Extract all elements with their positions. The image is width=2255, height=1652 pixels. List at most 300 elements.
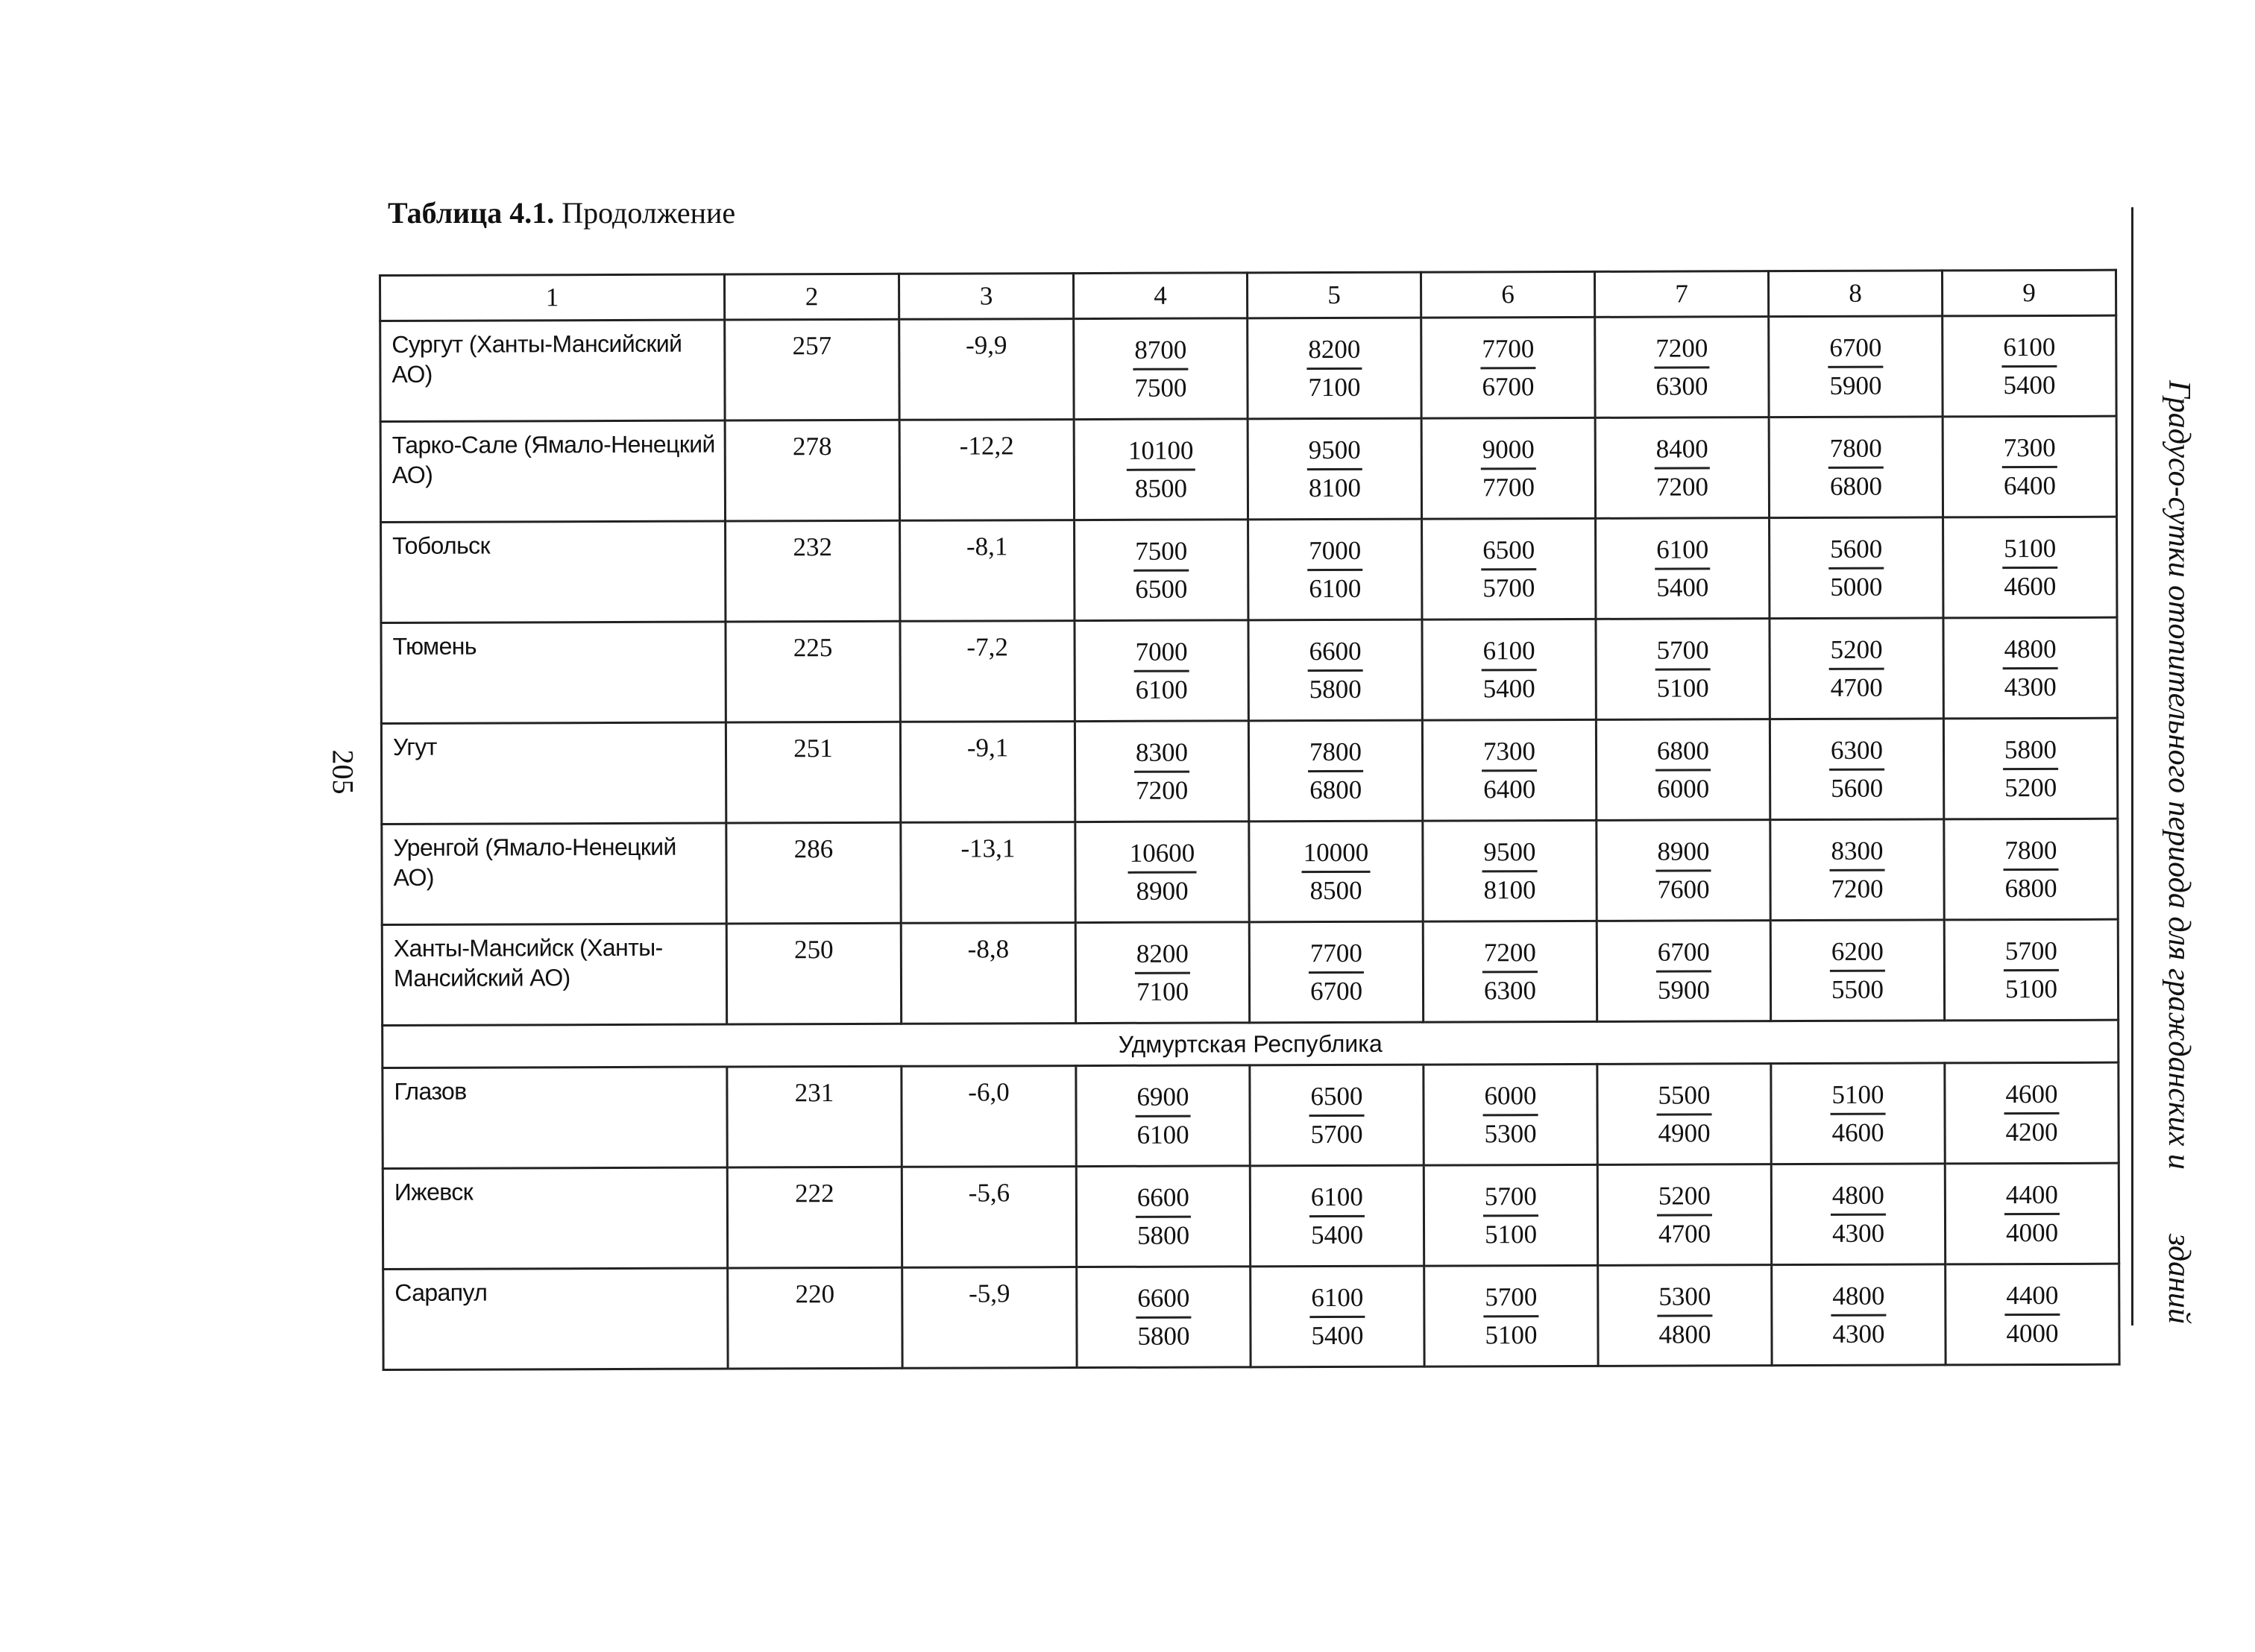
column-2-cell: 220 bbox=[728, 1267, 902, 1369]
fraction-value bbox=[1135, 936, 1190, 1009]
fraction-cell bbox=[1251, 1266, 1424, 1367]
fraction-denominator: 4000 bbox=[2005, 1217, 2059, 1247]
fraction-denominator: 5800 bbox=[1309, 674, 1362, 704]
fraction-cell bbox=[1598, 1265, 1772, 1366]
column-header: 3 bbox=[899, 274, 1074, 320]
fraction-value bbox=[1829, 631, 1884, 705]
fraction-cell bbox=[1250, 1065, 1424, 1166]
column-3-cell: -5,6 bbox=[902, 1167, 1076, 1268]
table-row bbox=[383, 1163, 2119, 1269]
fraction-cell bbox=[1769, 316, 1943, 417]
fraction-numerator: 9000 bbox=[1481, 432, 1536, 470]
fraction-value bbox=[2003, 731, 2058, 805]
column-2-cell: 232 bbox=[726, 520, 900, 622]
fraction-value bbox=[1655, 431, 1710, 505]
fraction-cell bbox=[1944, 819, 2118, 920]
column-header: 2 bbox=[725, 274, 899, 320]
fraction-numerator: 5100 bbox=[1830, 1076, 1885, 1115]
fraction-denominator: 8500 bbox=[1309, 875, 1362, 905]
fraction-value bbox=[1128, 835, 1197, 909]
fraction-cell bbox=[1946, 1264, 2119, 1365]
fraction-value bbox=[1482, 935, 1538, 1009]
fraction-numerator: 6100 bbox=[1655, 532, 1710, 570]
fraction-numerator: 6500 bbox=[1481, 532, 1536, 570]
fraction-cell bbox=[1770, 618, 1943, 719]
table-row bbox=[382, 919, 2118, 1025]
fraction-value bbox=[1656, 934, 1711, 1008]
fraction-denominator: 6700 bbox=[1482, 371, 1535, 401]
fraction-numerator: 6100 bbox=[2001, 329, 2057, 367]
fraction-denominator: 5100 bbox=[1656, 672, 1709, 703]
fraction-value bbox=[1830, 1076, 1885, 1150]
fraction-cell bbox=[1076, 1166, 1250, 1267]
station-name-cell: Тобольск bbox=[381, 521, 726, 622]
fraction-cell bbox=[1421, 317, 1595, 418]
fraction-numerator: 7200 bbox=[1482, 935, 1538, 973]
fraction-cell bbox=[1770, 920, 1944, 1021]
fraction-numerator: 6500 bbox=[1309, 1078, 1364, 1116]
fraction-value bbox=[1829, 732, 1884, 806]
fraction-denominator: 6100 bbox=[1309, 573, 1362, 603]
fraction-denominator: 4600 bbox=[1831, 1117, 1884, 1147]
fraction-value bbox=[1309, 935, 1364, 1009]
fraction-cell bbox=[1770, 719, 1943, 820]
fraction-value bbox=[2002, 429, 2057, 503]
fraction-cell bbox=[1250, 1165, 1424, 1267]
heating-degree-days-table bbox=[379, 269, 2121, 1371]
fraction-denominator: 4900 bbox=[1658, 1117, 1711, 1148]
fraction-cell bbox=[1597, 1064, 1771, 1165]
fraction-denominator: 6100 bbox=[1135, 675, 1188, 704]
fraction-denominator: 7700 bbox=[1482, 472, 1535, 502]
fraction-cell bbox=[1945, 1163, 2119, 1264]
fraction-value bbox=[1831, 1177, 1886, 1251]
fraction-value bbox=[1655, 833, 1711, 907]
fraction-denominator: 5400 bbox=[1311, 1320, 1364, 1350]
fraction-denominator: 7200 bbox=[1831, 874, 1884, 904]
fraction-numerator: 10600 bbox=[1128, 835, 1197, 873]
fraction-denominator: 4700 bbox=[1830, 672, 1883, 702]
table-row bbox=[381, 718, 2117, 824]
running-head-rule bbox=[2131, 207, 2133, 1325]
table-body bbox=[380, 270, 2120, 1369]
column-2-cell: 251 bbox=[726, 722, 900, 823]
fraction-value bbox=[1483, 1179, 1538, 1252]
fraction-denominator: 5800 bbox=[1136, 1220, 1190, 1250]
fraction-value bbox=[1308, 633, 1363, 707]
column-header: 8 bbox=[1768, 271, 1942, 317]
fraction-numerator: 6100 bbox=[1309, 1279, 1365, 1317]
fraction-cell bbox=[1424, 1064, 1597, 1165]
column-3-cell: -9,9 bbox=[899, 319, 1074, 420]
fraction-cell bbox=[1076, 1065, 1250, 1167]
fraction-value bbox=[2004, 1176, 2060, 1250]
fraction-cell bbox=[1075, 922, 1249, 1024]
fraction-numerator: 9500 bbox=[1307, 432, 1362, 470]
fraction-cell bbox=[1074, 419, 1248, 520]
fraction-value bbox=[1828, 430, 1884, 504]
station-name-cell: Сарапул bbox=[383, 1268, 728, 1369]
fraction-numerator: 6700 bbox=[1656, 934, 1711, 972]
fraction-numerator: 5700 bbox=[1483, 1279, 1538, 1317]
fraction-numerator: 7800 bbox=[1308, 734, 1363, 772]
fraction-numerator: 10000 bbox=[1302, 834, 1371, 872]
fraction-cell bbox=[1421, 417, 1595, 519]
fraction-numerator: 7200 bbox=[1654, 330, 1709, 368]
fraction-denominator: 5900 bbox=[1829, 371, 1882, 400]
fraction-denominator: 4300 bbox=[2004, 672, 2057, 702]
fraction-value bbox=[1480, 331, 1535, 405]
fraction-denominator: 6400 bbox=[2003, 470, 2056, 500]
table-caption-label: Таблица 4.1. bbox=[388, 196, 555, 230]
fraction-cell bbox=[1596, 619, 1770, 720]
fraction-value bbox=[2003, 631, 2058, 704]
fraction-denominator: 6800 bbox=[2004, 873, 2057, 903]
fraction-value bbox=[2003, 832, 2058, 906]
fraction-denominator: 6500 bbox=[1135, 574, 1188, 604]
page-number: 205 bbox=[326, 749, 360, 795]
fraction-numerator: 7700 bbox=[1309, 935, 1364, 973]
fraction-value bbox=[1656, 1077, 1711, 1151]
fraction-value bbox=[1134, 734, 1189, 808]
fraction-cell bbox=[1943, 315, 2116, 417]
fraction-cell bbox=[1771, 1063, 1945, 1164]
fraction-numerator: 6200 bbox=[1830, 933, 1885, 971]
table-row bbox=[383, 1264, 2119, 1369]
fraction-cell bbox=[1597, 820, 1770, 921]
fraction-denominator: 5700 bbox=[1482, 573, 1535, 602]
fraction-value bbox=[1309, 1279, 1365, 1353]
running-head-end: зданий bbox=[2162, 1234, 2196, 1324]
fraction-value bbox=[1482, 834, 1537, 908]
fraction-cell bbox=[1075, 620, 1248, 722]
fraction-denominator: 7500 bbox=[1134, 373, 1187, 403]
station-name-cell: Сургут (Ханты-Мансийский АО) bbox=[380, 320, 725, 421]
table-row bbox=[381, 617, 2117, 723]
fraction-value bbox=[1829, 833, 1884, 907]
fraction-numerator: 5700 bbox=[1483, 1179, 1538, 1217]
fraction-numerator: 7000 bbox=[1307, 532, 1362, 570]
table-row bbox=[380, 416, 2116, 522]
fraction-numerator: 6100 bbox=[1309, 1179, 1365, 1217]
fraction-value bbox=[1481, 432, 1536, 505]
fraction-denominator: 5100 bbox=[1485, 1320, 1538, 1349]
fraction-cell bbox=[1424, 1164, 1597, 1266]
table-row bbox=[383, 1062, 2119, 1168]
fraction-denominator: 7100 bbox=[1308, 372, 1361, 402]
fraction-denominator: 5200 bbox=[2004, 772, 2057, 802]
column-2-cell: 250 bbox=[726, 923, 901, 1024]
fraction-value bbox=[1828, 531, 1884, 605]
fraction-denominator: 5100 bbox=[1484, 1219, 1538, 1249]
fraction-denominator: 4700 bbox=[1658, 1218, 1711, 1249]
fraction-value bbox=[1306, 331, 1362, 405]
fraction-numerator: 5700 bbox=[2004, 933, 2059, 971]
fraction-denominator: 8100 bbox=[1483, 874, 1536, 904]
fraction-cell bbox=[1597, 921, 1770, 1022]
fraction-numerator: 7500 bbox=[1133, 533, 1189, 571]
fraction-cell bbox=[1595, 317, 1769, 418]
fraction-denominator: 5100 bbox=[2004, 974, 2058, 1003]
fraction-numerator: 4800 bbox=[2003, 631, 2058, 669]
fraction-denominator: 4000 bbox=[2006, 1318, 2059, 1348]
fraction-denominator: 5600 bbox=[1831, 773, 1884, 803]
fraction-numerator: 6700 bbox=[1828, 330, 1883, 368]
fraction-cell bbox=[1249, 921, 1423, 1023]
fraction-denominator: 7100 bbox=[1136, 977, 1189, 1006]
fraction-cell bbox=[1943, 416, 2116, 517]
fraction-denominator: 4300 bbox=[1831, 1218, 1885, 1248]
table-caption bbox=[388, 195, 735, 230]
fraction-value bbox=[1134, 634, 1189, 707]
fraction-value bbox=[1135, 1079, 1190, 1153]
column-3-cell: -12,2 bbox=[899, 420, 1074, 521]
fraction-cell bbox=[1249, 821, 1423, 922]
fraction-denominator: 4300 bbox=[1832, 1319, 1885, 1349]
fraction-numerator: 8300 bbox=[1829, 833, 1884, 871]
fraction-denominator: 4200 bbox=[2005, 1117, 2058, 1147]
fraction-numerator: 4800 bbox=[1831, 1278, 1886, 1316]
fraction-numerator: 4800 bbox=[1831, 1177, 1886, 1215]
fraction-value bbox=[1657, 1279, 1712, 1352]
fraction-cell bbox=[1423, 921, 1597, 1022]
fraction-value bbox=[1831, 1278, 1886, 1352]
fraction-denominator: 7600 bbox=[1657, 874, 1710, 904]
column-header: 7 bbox=[1594, 271, 1768, 318]
fraction-numerator: 8900 bbox=[1655, 833, 1711, 871]
fraction-value bbox=[2004, 1277, 2060, 1351]
fraction-numerator: 5600 bbox=[1828, 531, 1884, 569]
fraction-numerator: 8200 bbox=[1306, 331, 1362, 369]
fraction-cell bbox=[1423, 820, 1597, 921]
fraction-denominator: 5500 bbox=[1831, 974, 1884, 1004]
fraction-denominator: 7200 bbox=[1655, 471, 1708, 502]
fraction-cell bbox=[1943, 517, 2117, 618]
fraction-numerator: 4600 bbox=[2004, 1076, 2059, 1114]
fraction-denominator: 6300 bbox=[1655, 371, 1708, 401]
station-name-cell: Ханты-Мансийск (Ханты-Мансийский АО) bbox=[382, 924, 726, 1025]
table-caption-text: Продолжение bbox=[562, 196, 736, 230]
fraction-denominator: 5000 bbox=[1830, 572, 1883, 602]
fraction-denominator: 5800 bbox=[1137, 1321, 1190, 1351]
fraction-denominator: 5700 bbox=[1310, 1119, 1363, 1149]
fraction-denominator: 5400 bbox=[2003, 370, 2056, 400]
fraction-denominator: 6400 bbox=[1483, 774, 1536, 804]
fraction-cell bbox=[1424, 1265, 1598, 1366]
fraction-numerator: 7300 bbox=[2002, 429, 2057, 467]
fraction-denominator: 6300 bbox=[1483, 975, 1537, 1005]
fraction-value bbox=[1828, 330, 1883, 403]
column-3-cell: -8,1 bbox=[900, 520, 1075, 622]
column-header: 5 bbox=[1247, 272, 1421, 318]
fraction-denominator: 6800 bbox=[1309, 775, 1362, 804]
column-3-cell: -9,1 bbox=[900, 722, 1075, 823]
fraction-denominator: 5400 bbox=[1482, 673, 1535, 703]
fraction-cell bbox=[1074, 318, 1248, 420]
fraction-numerator: 5800 bbox=[2003, 731, 2058, 769]
fraction-denominator: 8100 bbox=[1308, 473, 1361, 502]
fraction-cell bbox=[1944, 919, 2118, 1021]
fraction-denominator: 6100 bbox=[1136, 1120, 1189, 1150]
fraction-denominator: 4600 bbox=[2004, 571, 2057, 601]
fraction-cell bbox=[1770, 517, 1943, 619]
fraction-numerator: 6300 bbox=[1829, 732, 1884, 770]
fraction-numerator: 9500 bbox=[1482, 834, 1537, 872]
fraction-value bbox=[1655, 733, 1711, 807]
fraction-cell bbox=[1248, 620, 1422, 721]
fraction-numerator: 6600 bbox=[1136, 1179, 1191, 1217]
fraction-cell bbox=[1770, 819, 1944, 921]
column-3-cell: -6,0 bbox=[902, 1066, 1076, 1167]
fraction-cell bbox=[1595, 417, 1769, 519]
station-name-cell: Тюмень bbox=[381, 622, 726, 723]
fraction-value bbox=[1482, 633, 1537, 707]
column-3-cell: -8,8 bbox=[901, 923, 1075, 1024]
fraction-cell bbox=[1075, 822, 1249, 923]
table-header-row bbox=[380, 270, 2116, 321]
fraction-cell bbox=[1075, 520, 1248, 621]
column-header: 4 bbox=[1074, 273, 1248, 319]
column-2-cell: 222 bbox=[727, 1167, 902, 1268]
fraction-cell bbox=[1945, 1062, 2119, 1164]
fraction-value bbox=[1136, 1179, 1191, 1253]
fraction-cell bbox=[1596, 518, 1770, 620]
fraction-cell bbox=[1422, 619, 1596, 720]
fraction-numerator: 7000 bbox=[1134, 634, 1189, 672]
region-header: Удмуртская Республика bbox=[383, 1020, 2119, 1068]
fraction-value bbox=[1654, 330, 1709, 404]
column-2-cell: 225 bbox=[726, 621, 900, 722]
fraction-numerator: 6600 bbox=[1136, 1280, 1191, 1318]
fraction-value bbox=[1482, 1078, 1538, 1152]
station-name-cell: Ижевск bbox=[383, 1167, 727, 1269]
fraction-denominator: 7200 bbox=[1136, 775, 1189, 805]
fraction-value bbox=[1133, 533, 1189, 607]
fraction-cell bbox=[1422, 719, 1596, 821]
fraction-cell bbox=[1422, 518, 1596, 620]
fraction-value bbox=[1307, 432, 1362, 505]
fraction-numerator: 8300 bbox=[1134, 734, 1189, 772]
station-name-cell: Тарко-Сале (Ямало-Ненецкий АО) bbox=[380, 420, 725, 522]
fraction-value bbox=[2001, 329, 2057, 403]
table-row bbox=[382, 819, 2118, 924]
fraction-numerator: 6000 bbox=[1482, 1078, 1538, 1116]
fraction-cell bbox=[1943, 617, 2117, 719]
fraction-value bbox=[1309, 1179, 1365, 1252]
fraction-numerator: 8200 bbox=[1135, 936, 1190, 974]
fraction-cell bbox=[1248, 418, 1421, 520]
fraction-value bbox=[1657, 1178, 1712, 1252]
fraction-denominator: 8500 bbox=[1134, 473, 1187, 503]
station-name-cell: Угут bbox=[381, 722, 726, 824]
fraction-denominator: 5400 bbox=[1656, 572, 1709, 602]
fraction-denominator: 6700 bbox=[1309, 976, 1363, 1006]
fraction-value bbox=[1308, 734, 1363, 807]
column-3-cell: -7,2 bbox=[900, 621, 1075, 722]
fraction-numerator: 4400 bbox=[2004, 1176, 2060, 1214]
fraction-value bbox=[1309, 1078, 1364, 1152]
fraction-numerator: 6100 bbox=[1482, 633, 1537, 671]
fraction-cell bbox=[1771, 1164, 1945, 1265]
fraction-denominator: 8900 bbox=[1136, 876, 1189, 906]
fraction-cell bbox=[1248, 318, 1421, 419]
fraction-numerator: 5200 bbox=[1829, 631, 1884, 669]
fraction-numerator: 5700 bbox=[1655, 632, 1711, 670]
column-2-cell: 286 bbox=[726, 822, 901, 924]
fraction-value bbox=[1482, 734, 1537, 807]
fraction-cell bbox=[1772, 1264, 1946, 1366]
station-name-cell: Глазов bbox=[383, 1067, 727, 1168]
fraction-value bbox=[2004, 933, 2059, 1006]
fraction-cell bbox=[1596, 719, 1770, 821]
fraction-cell bbox=[1248, 519, 1422, 620]
fraction-value bbox=[2004, 1076, 2059, 1150]
table-row bbox=[380, 315, 2116, 421]
fraction-value bbox=[1655, 532, 1710, 605]
fraction-value bbox=[1830, 933, 1885, 1007]
fraction-cell bbox=[1075, 721, 1248, 822]
fraction-numerator: 5200 bbox=[1657, 1178, 1712, 1216]
fraction-cell bbox=[1077, 1267, 1251, 1368]
fraction-numerator: 4400 bbox=[2004, 1277, 2060, 1315]
column-2-cell: 257 bbox=[725, 319, 899, 420]
fraction-numerator: 5300 bbox=[1657, 1279, 1712, 1317]
column-3-cell: -5,9 bbox=[902, 1267, 1077, 1369]
table-row bbox=[381, 517, 2117, 622]
fraction-value bbox=[1127, 432, 1195, 506]
column-header: 6 bbox=[1421, 271, 1594, 318]
fraction-value bbox=[1302, 834, 1371, 908]
fraction-value bbox=[2002, 530, 2057, 604]
fraction-numerator: 5100 bbox=[2002, 530, 2057, 568]
fraction-numerator: 5500 bbox=[1656, 1077, 1711, 1115]
fraction-numerator: 6600 bbox=[1308, 633, 1363, 671]
fraction-numerator: 7800 bbox=[2003, 832, 2058, 870]
fraction-value bbox=[1136, 1280, 1191, 1354]
fraction-value bbox=[1483, 1279, 1538, 1353]
fraction-numerator: 7300 bbox=[1482, 734, 1537, 772]
fraction-numerator: 7800 bbox=[1828, 430, 1884, 468]
fraction-cell bbox=[1943, 718, 2117, 819]
fraction-value bbox=[1481, 532, 1536, 606]
fraction-cell bbox=[1248, 720, 1422, 822]
fraction-numerator: 6800 bbox=[1655, 733, 1711, 771]
column-header: 9 bbox=[1942, 270, 2116, 316]
fraction-denominator: 4800 bbox=[1658, 1319, 1711, 1349]
fraction-denominator: 5300 bbox=[1484, 1118, 1537, 1148]
column-3-cell: -13,1 bbox=[901, 822, 1075, 924]
fraction-numerator: 8700 bbox=[1133, 332, 1188, 370]
fraction-denominator: 6000 bbox=[1657, 773, 1710, 804]
fraction-numerator: 6900 bbox=[1135, 1079, 1190, 1117]
fraction-value bbox=[1655, 632, 1711, 706]
fraction-denominator: 5900 bbox=[1657, 974, 1711, 1005]
column-header: 1 bbox=[380, 274, 725, 321]
fraction-numerator: 7700 bbox=[1480, 331, 1535, 369]
fraction-cell bbox=[1769, 417, 1943, 518]
column-2-cell: 231 bbox=[727, 1066, 902, 1167]
station-name-cell: Уренгой (Ямало-Ненецкий АО) bbox=[382, 823, 726, 924]
fraction-numerator: 10100 bbox=[1127, 432, 1195, 470]
fraction-value bbox=[1133, 332, 1188, 406]
fraction-value bbox=[1307, 532, 1362, 606]
region-row bbox=[383, 1020, 2119, 1068]
fraction-cell bbox=[1597, 1164, 1771, 1266]
fraction-denominator: 6800 bbox=[1829, 471, 1882, 501]
fraction-numerator: 8400 bbox=[1655, 431, 1710, 469]
running-head: Градусо-сутки отопительного периода для гражданских и bbox=[2162, 380, 2196, 1170]
fraction-denominator: 5400 bbox=[1310, 1220, 1364, 1249]
